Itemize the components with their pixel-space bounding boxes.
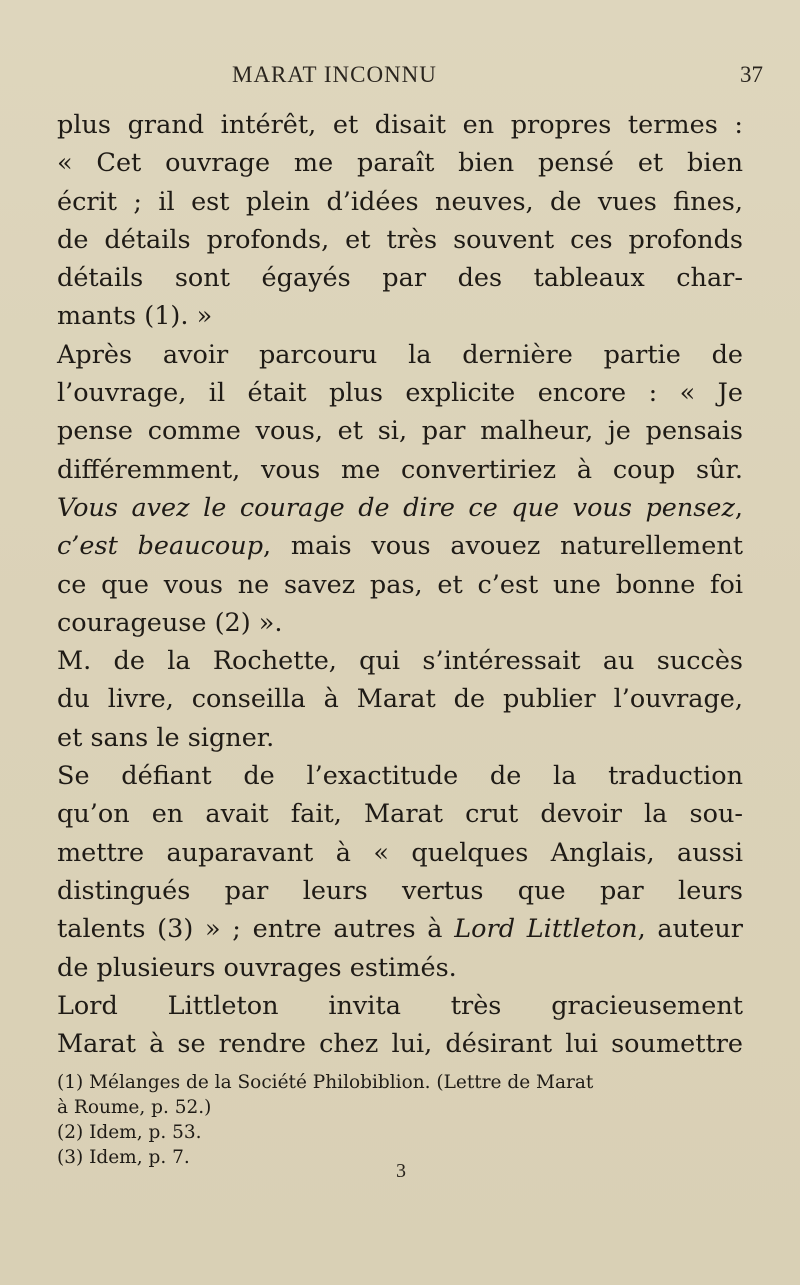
text-line: Se défiant de l’exactitude de la traduction	[57, 761, 743, 792]
text-fragment: , auteur	[637, 914, 744, 945]
text-line: distingués par leurs vertus que par leurs	[57, 875, 743, 906]
body-text	[57, 106, 743, 1063]
running-head	[0, 62, 800, 92]
text-line	[57, 910, 743, 948]
text-line: ce que vous ne savez pas, et c’est une bonne foi	[57, 569, 743, 600]
text-line: pense comme vous, et si, par malheur, je pensais	[57, 416, 743, 447]
paragraph-2	[57, 336, 743, 642]
text-line: « Cet ouvrage me paraît bien pensé et bien	[57, 148, 743, 179]
text-line: différemment, vous me convertiriez à coup sûr.	[57, 454, 743, 485]
footnote-2: (2) Idem, p. 53.	[57, 1122, 202, 1143]
text-line: détails sont égayés par des tableaux char-	[57, 263, 743, 294]
text-fragment: talents (3) » ; entre autres à	[57, 914, 455, 945]
paragraph-5	[57, 987, 743, 1064]
footnote-1-continued: à Roume, p. 52.)	[57, 1097, 212, 1118]
text-line: du livre, conseilla à Marat de publier l’ouvrage,	[57, 684, 743, 715]
text-line: Marat à se rendre chez lui, désirant lui soumettre	[57, 1029, 743, 1060]
paragraph-1	[57, 106, 743, 336]
text-line	[57, 527, 743, 565]
signature-mark: 3	[396, 1160, 406, 1182]
text-line: mettre auparavant à « quelques Anglais, aussi	[57, 837, 743, 868]
text-line: de détails profonds, et très souvent ces profonds	[57, 224, 743, 255]
text-line: de plusieurs ouvrages estimés.	[57, 952, 457, 983]
text-fragment: , mais vous avouez naturellement	[263, 531, 743, 562]
footnote-1: (1) Mélanges de la Société Philobiblion. (Lettre de Marat	[57, 1072, 594, 1093]
italic-quote: c’est beaucoup	[57, 531, 264, 562]
text-line: qu’on en avait fait, Marat crut devoir la sou-	[57, 799, 743, 830]
italic-quote: Vous avez le courage de dire ce que vous pensez	[57, 492, 735, 523]
paragraph-4	[57, 757, 743, 987]
text-line: et sans le signer.	[57, 722, 275, 753]
text-line: mants (1). »	[57, 301, 213, 332]
text-line-italic	[57, 489, 743, 527]
paragraph-3	[57, 642, 743, 757]
text-line: Après avoir parcouru la dernière partie de	[57, 339, 743, 370]
comma: ,	[734, 492, 743, 523]
text-line: M. de la Rochette, qui s’intéressait au succès	[57, 646, 743, 677]
italic-name: Lord Littleton	[454, 914, 638, 945]
text-line: écrit ; il est plein d’idées neuves, de vues fines,	[57, 186, 743, 217]
text-line: Lord Littleton invita très gracieusement	[57, 990, 743, 1021]
footnote-3: (3) Idem, p. 7.	[57, 1147, 190, 1168]
page-number: 37	[740, 62, 763, 87]
text-line: plus grand intérêt, et disait en propres termes :	[57, 110, 743, 140]
text-line: courageuse (2) ».	[57, 607, 283, 638]
text-line: l’ouvrage, il était plus explicite encore : « Je	[57, 378, 743, 409]
footnotes	[57, 1070, 743, 1170]
running-title: MARAT INCONNU	[232, 62, 437, 87]
